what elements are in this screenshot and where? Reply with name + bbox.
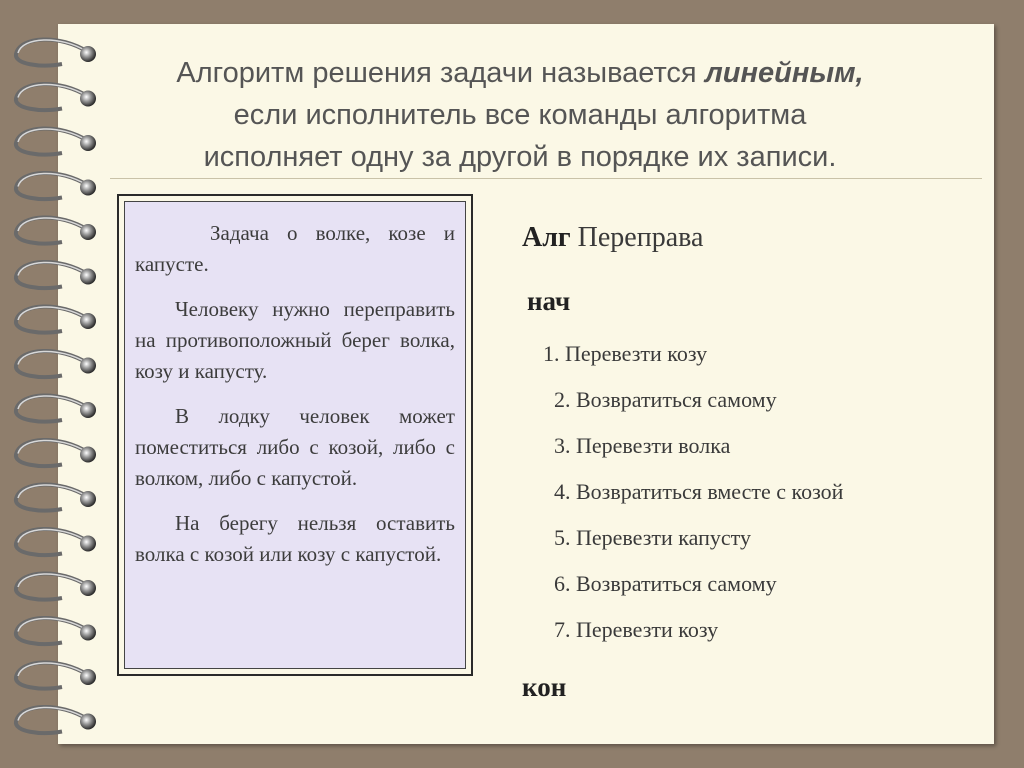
task-title: Задача о волке, козе и капусте. xyxy=(135,221,455,276)
task-box xyxy=(117,194,473,676)
alg-keyword: Алг xyxy=(522,222,571,253)
algorithm-step: 1. Перевезти козу xyxy=(543,341,708,366)
spiral-ring-icon xyxy=(16,217,96,243)
spiral-ring-icon xyxy=(16,707,96,733)
spiral-ring-icon xyxy=(16,262,96,288)
algorithm-step: 2. Возвратиться самому xyxy=(554,387,777,412)
divider-line xyxy=(110,178,982,179)
spiral-ring-icon xyxy=(16,573,96,599)
spiral-ring-icon xyxy=(16,395,96,421)
heading-line-1: Алгоритм решения задачи называется xyxy=(176,57,705,89)
spiral-ring-icon xyxy=(16,529,96,555)
begin-keyword: нач xyxy=(527,286,571,316)
algorithm-step: 6. Возвратиться самому xyxy=(554,571,777,596)
algorithm-header xyxy=(522,222,703,254)
algorithm-step: 3. Перевезти волка xyxy=(554,433,731,458)
task-paragraph-2: В лодку человек может поместиться либо с козой, либо с волком, либо с капустой. xyxy=(135,404,455,490)
spiral-ring-icon xyxy=(16,618,96,644)
spiral-ring-icon xyxy=(16,306,96,332)
spiral-ring-icon xyxy=(16,662,96,688)
heading-line-3: исполняет одну за другой в порядке их записи. xyxy=(203,141,837,173)
spiral-ring-icon xyxy=(16,440,96,466)
spiral-ring-icon xyxy=(16,484,96,510)
algorithm-step: 4. Возвратиться вместе с козой xyxy=(554,479,844,504)
end-keyword: кон xyxy=(522,672,567,702)
definition-heading xyxy=(110,52,930,178)
emphasis-linear: линейным, xyxy=(704,57,864,89)
task-paragraph-1: Человеку нужно переправить на противоположный берег волка, козу и капусту. xyxy=(135,297,455,383)
heading-line-2: если исполнитель все команды алгоритма xyxy=(233,99,807,131)
task-text-panel xyxy=(124,201,466,669)
algorithm-step: 7. Перевезти козу xyxy=(554,617,719,642)
task-paragraph-3: На берегу нельзя оставить волка с козой или козу с капустой. xyxy=(135,511,455,566)
spiral-ring-icon xyxy=(16,128,96,154)
spiral-binding xyxy=(0,0,110,768)
alg-name: Переправа xyxy=(577,222,704,253)
spiral-ring-icon xyxy=(16,351,96,377)
spiral-ring-icon xyxy=(16,173,96,199)
spiral-ring-icon xyxy=(16,84,96,110)
algorithm-step: 5. Перевезти капусту xyxy=(554,525,751,550)
spiral-ring-icon xyxy=(16,39,96,65)
